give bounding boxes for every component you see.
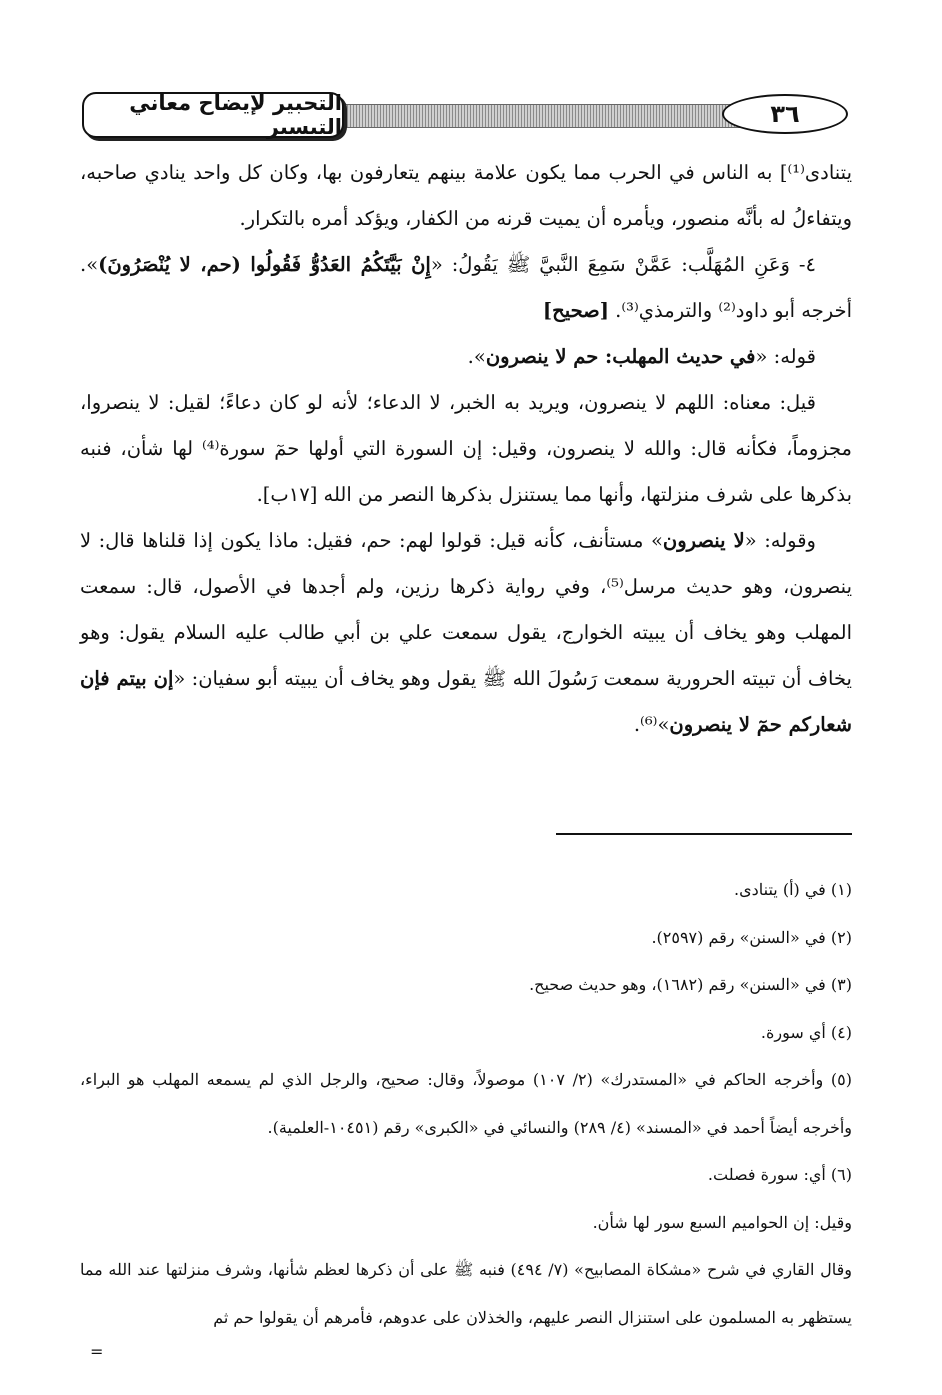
footnote-5: (٥) وأخرجه الحاكم في «المستدرك» (٢/ ١٠٧) موصولاً، وقال: صحيح، والرجل الذي لم يسمعه المهلب هو البراء، وأخرجه أيضاً أحمد في «المسند» (٤/ ٢٨٩) والنسائي في «الكبرى» رقم (١٠٤٥١-العلمية). bbox=[80, 1070, 853, 1137]
book-title: التحبير لإيضاح معاني التيسير bbox=[82, 92, 344, 138]
footnote-6: (٦) أي: سورة فصلت. bbox=[707, 1165, 852, 1184]
paragraph-5-quote: لا ينصرون bbox=[662, 529, 745, 552]
footnote-2: (٢) في «السنن» رقم (٢٥٩٧). bbox=[651, 927, 852, 947]
paragraph-5-end: »⁽⁶⁾. bbox=[633, 713, 670, 736]
footnote-4: (٤) أي سورة. bbox=[760, 1022, 852, 1042]
header-ornament-band bbox=[278, 104, 788, 128]
paragraph-5 bbox=[80, 518, 852, 748]
paragraph-5-body: » مستأنف، كأنه قيل: قولوا لهم: حم، فقيل: ماذا يكون إذا قلناها قال: لا ينصرون، وهو حديث مرسل⁽⁵⁾، وفي رواية ذكرها رزين، ولم أجدها في الأصول، قال: سمعت المهلب وهو يخاف أن يبيته الخوارج، يقول سمعت علي بن أبي طالب عليه السلام يقول: وهو يخاف أن تبيته الحرورية سمعت رَسُولَ الله ﷺ يقول وهو يخاف أن يبيته أبو سفيان: « bbox=[80, 529, 852, 690]
footnote-separator bbox=[556, 833, 852, 835]
commentary-heading-intro: قوله: « bbox=[755, 345, 816, 368]
footnote-6-cont-2: وقال القاري في شرح «مشكاة المصابيح» (٧/ ٤٩٤) فنبه ﷺ على أن ذكرها لعظم شأنها، وشرف منزلتها عند الله مما يستظهر به المسلمون على استنزال النصر عليهم، والخذلان على عدوهم، فأمرهم أن يقولوا حم ثم bbox=[80, 1260, 852, 1327]
continuation-mark: = bbox=[90, 1342, 104, 1361]
hadith-grade: [صحيح] bbox=[542, 299, 609, 322]
hadith-intro: ٤- وَعَنِ المُهَلَّب: عَمَّنْ سَمِعَ النَّبيَّ ﷺ يَقُولُ: « bbox=[430, 253, 816, 276]
footnotes bbox=[80, 866, 852, 1341]
commentary-heading-end: ». bbox=[467, 345, 486, 368]
footnote-1: (١) في (أ) يتنادى. bbox=[734, 880, 852, 899]
commentary-heading-quote: في حديث المهلب: حم لا ينصرون bbox=[485, 345, 756, 368]
hadith-text: إِنْ بَيَّتَكُمُ العَدُوُّ فَقُولُوا (حم، لا يُنْصَرُونَ) bbox=[98, 253, 431, 276]
page-header bbox=[78, 92, 848, 144]
paragraph-1: يتنادى⁽¹⁾] به الناس في الحرب مما يكون علامة بينهم يتعارفون بها، وكان كل واحد ينادي صاحبه، ويتفاءلُ له بأنَّه منصور، ويأمره أن يميت قرنه من الكفار، ويؤكد أمره بالتكرار. bbox=[80, 161, 852, 230]
hadith-source: ». أخرجه أبو داود⁽²⁾ والترمذي⁽³⁾. bbox=[80, 253, 852, 322]
commentary-heading bbox=[80, 334, 852, 380]
footnote-6-cont-1: وقيل: إن الحواميم السبع سور لها شأن. bbox=[592, 1212, 852, 1232]
hadith-paragraph bbox=[80, 242, 852, 334]
main-text bbox=[80, 150, 852, 748]
footnote-3: (٣) في «السنن» رقم (١٦٨٢)، وهو حديث صحيح. bbox=[529, 975, 852, 994]
paragraph-5-quote-2: إن بيتم فإن شعاركم حمٓ لا ينصرون bbox=[80, 667, 852, 736]
paragraph-4: قيل: معناه: اللهم لا ينصرون، ويريد به الخبر، لا الدعاء؛ لأنه لو كان دعاءً؛ لقيل: لا ينصروا، مجزوماً، فكأنه قال: والله لا ينصرون، وقيل: إن السورة التي أولها حمٓ سورة⁽⁴⁾ لها شأن، فنبه بذكرها على شرف منزلتها، وأنها مما يستنزل بذكرها النصر من الله [١٧ب]. bbox=[80, 391, 852, 506]
paragraph-5-intro: وقوله: « bbox=[744, 529, 816, 552]
page-number: ٣٦ bbox=[722, 94, 848, 134]
